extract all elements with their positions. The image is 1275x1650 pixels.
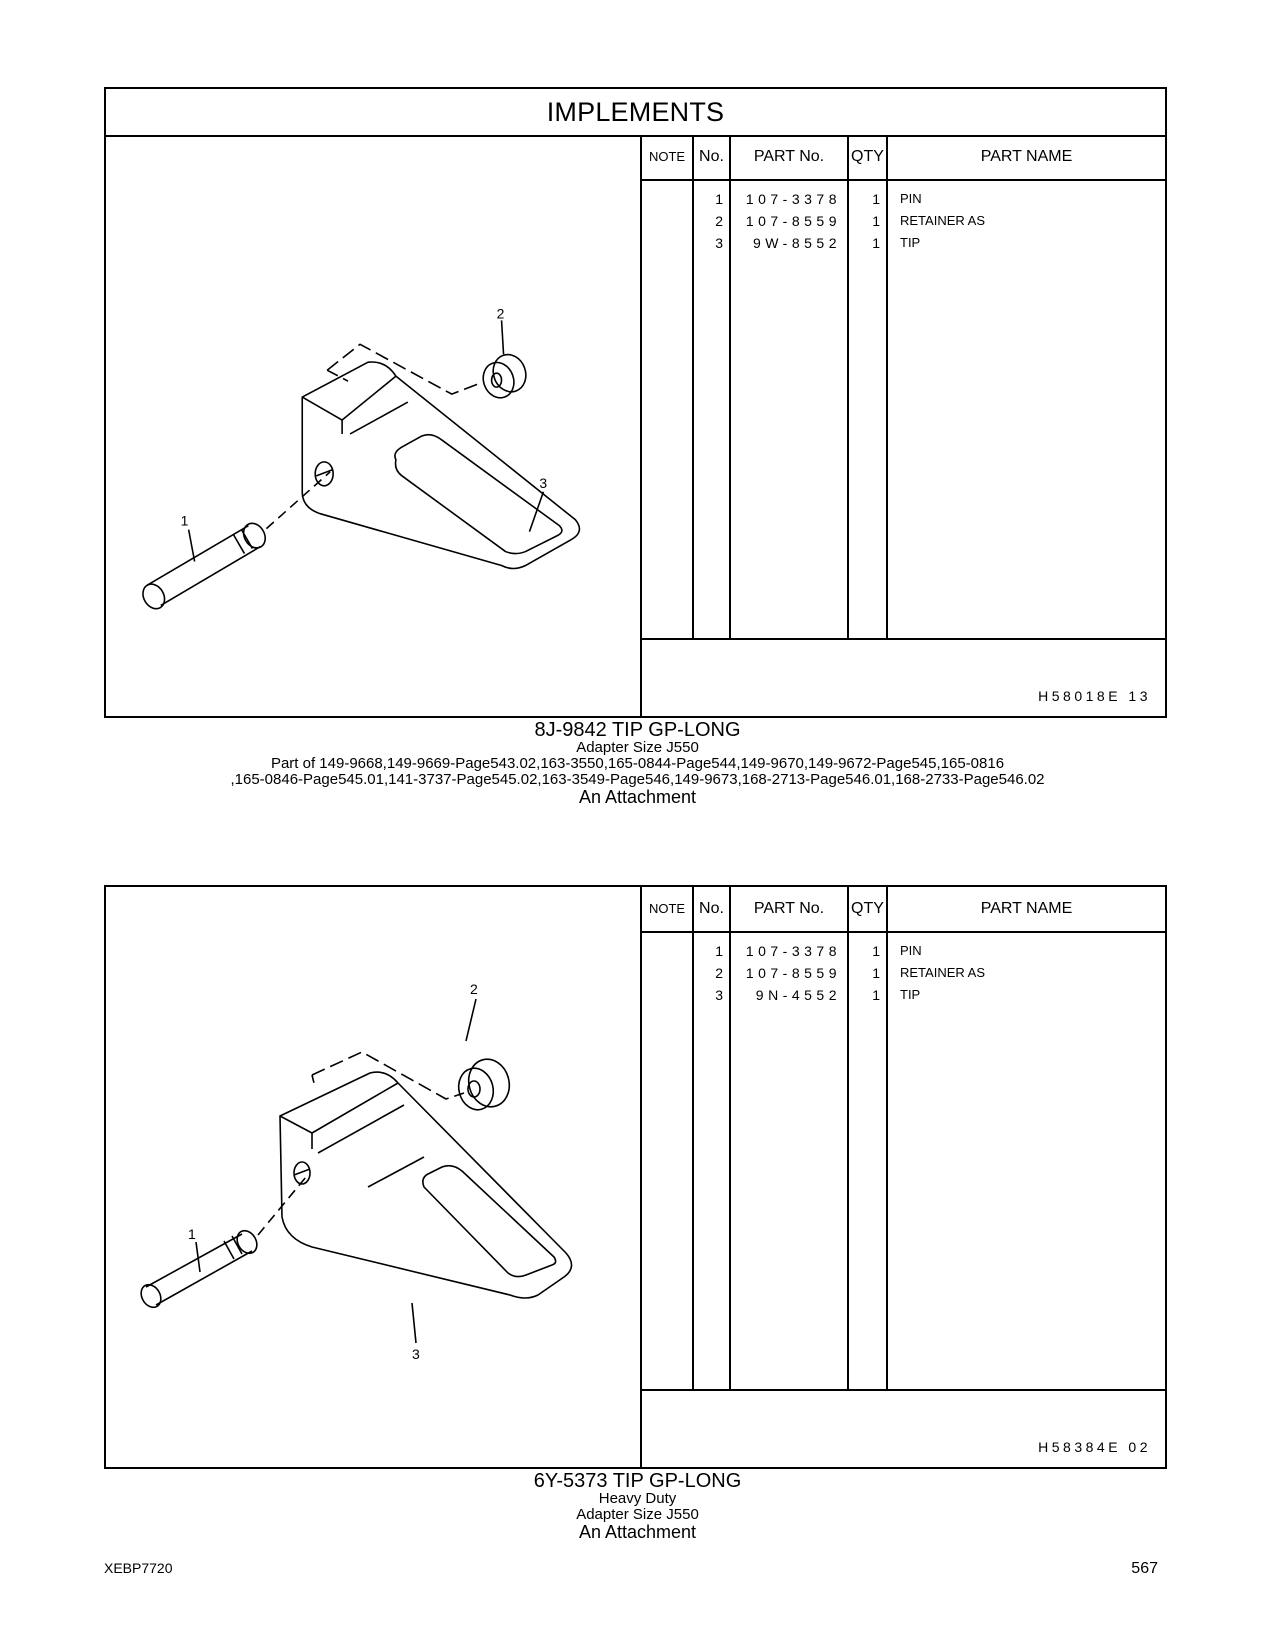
page-number: 567 — [1131, 1560, 1158, 1577]
quantity: 1 — [872, 213, 880, 229]
callout-2: 2 — [470, 981, 478, 997]
item-number: 1 — [715, 191, 723, 207]
caption-line: An Attachment — [578, 1522, 697, 1542]
part-number: 107-8559 — [745, 965, 841, 981]
part-number: 107-3378 — [745, 943, 841, 959]
callout-3: 3 — [539, 474, 548, 491]
parts-group-2 — [104, 885, 1167, 1469]
parts-table-2 — [640, 887, 1165, 1467]
header-note: NOTE — [642, 887, 694, 931]
item-number: 2 — [715, 213, 723, 229]
table-header — [642, 135, 1165, 181]
quantity: 1 — [872, 191, 880, 207]
part-number: 107-3378 — [745, 191, 841, 207]
section-title: IMPLEMENTS — [106, 89, 1165, 137]
header-part-no: PART No. — [731, 135, 849, 179]
illustration-tip-assembly-2 — [106, 887, 640, 1467]
callout-3: 3 — [412, 1346, 420, 1362]
caption-line: ,165-0846-Page545.01,141-3737-Page545.02,163-3549-Page546,149-9673,168-2713-Page546.01,168-2733-Page546.02 — [230, 771, 1045, 788]
header-qty: QTY — [849, 887, 888, 931]
header-no: No. — [694, 135, 731, 179]
part-name: PIN — [900, 943, 922, 958]
quantity: 1 — [872, 235, 880, 251]
caption-line: Heavy Duty — [598, 1490, 677, 1507]
callout-1: 1 — [188, 1226, 196, 1242]
group-2-caption — [0, 1471, 1275, 1541]
quantity: 1 — [872, 987, 880, 1003]
table-footer — [642, 638, 1165, 716]
parts-table-1 — [640, 135, 1165, 716]
part-number: 107-8559 — [745, 213, 841, 229]
header-no: No. — [694, 887, 731, 931]
header-qty: QTY — [849, 135, 888, 179]
table-row — [642, 232, 1165, 254]
illustration-tip-assembly-1 — [106, 135, 640, 716]
part-name: RETAINER AS — [900, 213, 986, 228]
document-code: XEBP7720 — [104, 1560, 173, 1576]
item-number: 2 — [715, 965, 723, 981]
header-part-no: PART No. — [731, 887, 849, 931]
caption-line: Adapter Size J550 — [576, 1506, 699, 1523]
group-1-caption — [0, 720, 1275, 806]
callout-2: 2 — [496, 305, 505, 322]
item-number: 1 — [715, 943, 723, 959]
table-row — [642, 962, 1165, 984]
table-row — [642, 940, 1165, 962]
header-part-name: PART NAME — [980, 900, 1073, 917]
quantity: 1 — [872, 943, 880, 959]
quantity: 1 — [872, 965, 880, 981]
caption-line: An Attachment — [578, 787, 697, 807]
table-footer — [642, 1389, 1165, 1467]
part-name: PIN — [900, 191, 922, 206]
item-number: 3 — [715, 987, 723, 1003]
item-number: 3 — [715, 235, 723, 251]
part-name: TIP — [900, 235, 921, 250]
table-row — [642, 210, 1165, 232]
illustration-code: H58384E 02 — [1038, 1439, 1151, 1455]
table-row — [642, 984, 1165, 1006]
caption-line: Part of 149-9668,149-9669-Page543.02,163-3550,165-0844-Page544,149-9670,149-9672-Page545,165-0816 — [270, 755, 1005, 772]
caption-line: Adapter Size J550 — [576, 739, 699, 756]
assembly-title: 8J-9842 TIP GP-LONG — [534, 719, 741, 741]
part-number: 9W-8552 — [752, 235, 841, 251]
part-name: TIP — [900, 987, 921, 1002]
header-part-name: PART NAME — [980, 148, 1073, 165]
header-note: NOTE — [642, 135, 694, 179]
part-name: RETAINER AS — [900, 965, 986, 980]
callout-1: 1 — [180, 512, 189, 529]
illustration-code: H58018E 13 — [1038, 688, 1151, 704]
part-number: 9N-4552 — [755, 987, 841, 1003]
exploded-view-drawing — [106, 135, 640, 716]
parts-group-1 — [104, 87, 1167, 718]
exploded-view-drawing — [106, 887, 640, 1467]
assembly-title: 6Y-5373 TIP GP-LONG — [533, 1470, 742, 1492]
table-row — [642, 188, 1165, 210]
table-body — [642, 933, 1165, 1389]
table-header — [642, 887, 1165, 933]
table-body — [642, 181, 1165, 638]
